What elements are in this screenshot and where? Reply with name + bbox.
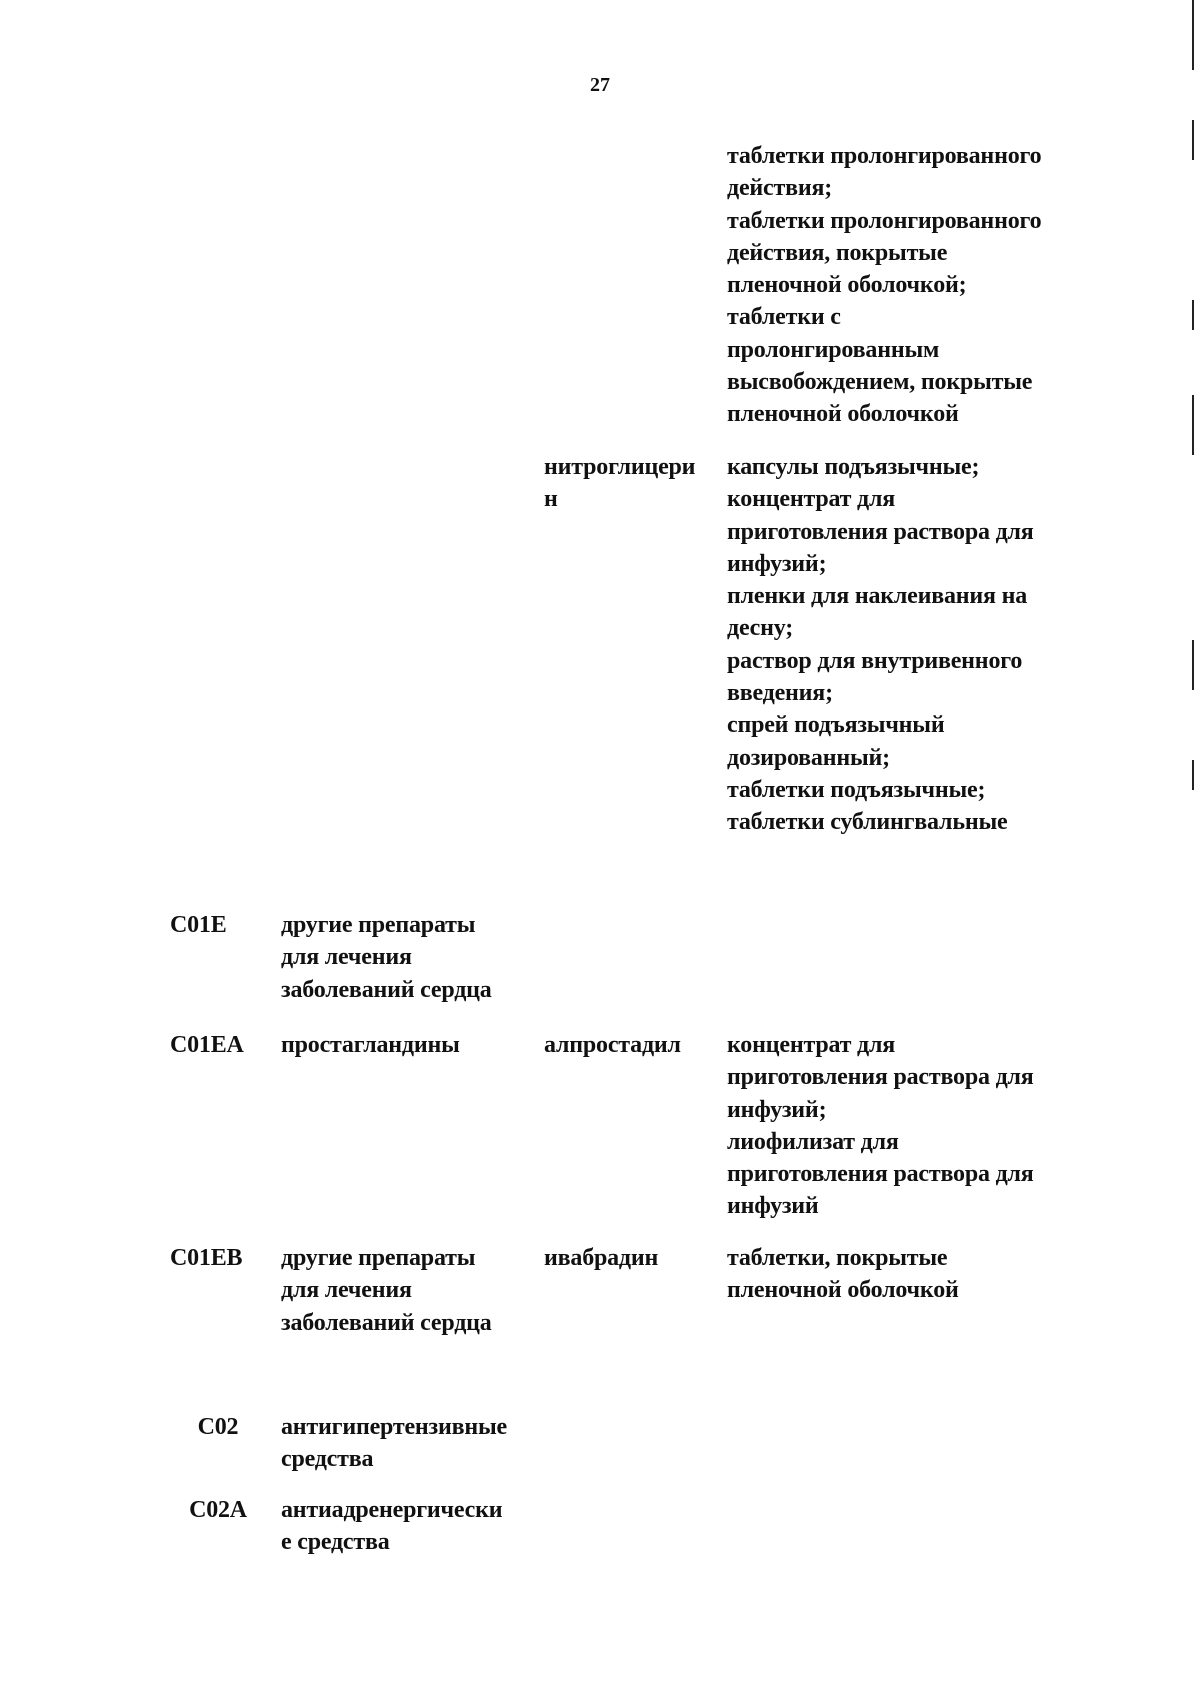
dosage-form-line: приготовления раствора для [727, 1161, 1034, 1188]
atc-group-line: е средства [281, 1529, 390, 1556]
atc-code-cell: C02 [197, 1414, 239, 1440]
dosage-form-line: пленочной оболочкой [727, 401, 959, 428]
dosage-form-line: пленочной оболочкой [727, 1277, 959, 1304]
dosage-forms-cell [727, 140, 1107, 431]
dosage-form-line: таблетки сублингвальные [727, 809, 1008, 836]
atc-group-line: для лечения [281, 1277, 412, 1304]
dosage-form-line: дозированный; [727, 744, 890, 771]
drug-name-line: н [544, 486, 558, 513]
dosage-form-line: лиофилизат для [727, 1128, 899, 1155]
atc-group-cell [281, 1411, 543, 1476]
atc-group-line: заболеваний сердца [281, 1309, 492, 1336]
dosage-form-line: раствор для внутривенного [727, 647, 1023, 674]
dosage-form-line: концентрат для [727, 486, 896, 513]
dosage-form-line: инфузий [727, 1193, 819, 1220]
dosage-form-line: пролонгированным [727, 336, 940, 363]
drug-name-line: алпростадил [544, 1032, 681, 1058]
dosage-form-line: концентрат для [727, 1032, 896, 1058]
dosage-form-line: пленки для наклеивания на [727, 583, 1028, 610]
dosage-forms-cell [727, 1029, 1107, 1223]
atc-group-line: для лечения [281, 944, 412, 971]
atc-group-line: простагландины [281, 1032, 460, 1058]
dosage-form-line: высвобождением, покрытые [727, 369, 1033, 396]
dosage-forms-cell [727, 1242, 1107, 1307]
dosage-form-line: приготовления раствора для [727, 1064, 1034, 1091]
scan-edge-artifact [1192, 0, 1194, 1697]
atc-code-cell: C01EA [170, 1032, 244, 1058]
dosage-form-line: таблетки с [727, 304, 841, 331]
dosage-form-line: таблетки, покрытые [727, 1245, 948, 1271]
drug-name-line: нитроглицери [544, 454, 696, 480]
dosage-form-line: действия; [727, 175, 833, 202]
atc-group-line: заболеваний сердца [281, 976, 492, 1003]
dosage-form-line: таблетки подъязычные; [727, 776, 986, 803]
dosage-form-line: спрей подъязычный [727, 712, 945, 739]
page-number: 27 [590, 74, 610, 96]
atc-group-cell [281, 1494, 543, 1559]
drug-name-line: ивабрадин [544, 1245, 659, 1271]
dosage-form-line: капсулы подъязычные; [727, 454, 980, 480]
atc-group-line: средства [281, 1446, 374, 1473]
dosage-form-line: таблетки пролонгированного [727, 143, 1042, 169]
dosage-form-line: приготовления раствора для [727, 518, 1034, 545]
atc-group-line: другие препараты [281, 1245, 476, 1271]
dosage-forms-cell [727, 451, 1107, 839]
atc-group-line: другие препараты [281, 912, 476, 938]
atc-code-cell: C01E [170, 912, 227, 938]
dosage-form-line: действия, покрытые [727, 239, 948, 266]
dosage-form-line: десну; [727, 615, 794, 642]
dosage-form-line: инфузий; [727, 1096, 827, 1123]
dosage-form-line: таблетки пролонгированного [727, 207, 1042, 234]
atc-group-cell [281, 1242, 543, 1339]
drug-name-cell [544, 1029, 726, 1061]
dosage-form-line: пленочной оболочкой; [727, 272, 967, 299]
dosage-form-line: введения; [727, 680, 833, 707]
drug-name-cell [544, 1242, 726, 1274]
atc-group-line: антиадренергически [281, 1497, 503, 1523]
atc-code-cell: C01EB [170, 1245, 243, 1271]
drug-name-cell [544, 451, 726, 516]
atc-code-cell: C02A [189, 1497, 247, 1523]
dosage-form-line: инфузий; [727, 550, 827, 577]
atc-group-cell [281, 1029, 543, 1061]
atc-group-line: антигипертензивные [281, 1414, 508, 1440]
atc-group-cell [281, 909, 543, 1006]
